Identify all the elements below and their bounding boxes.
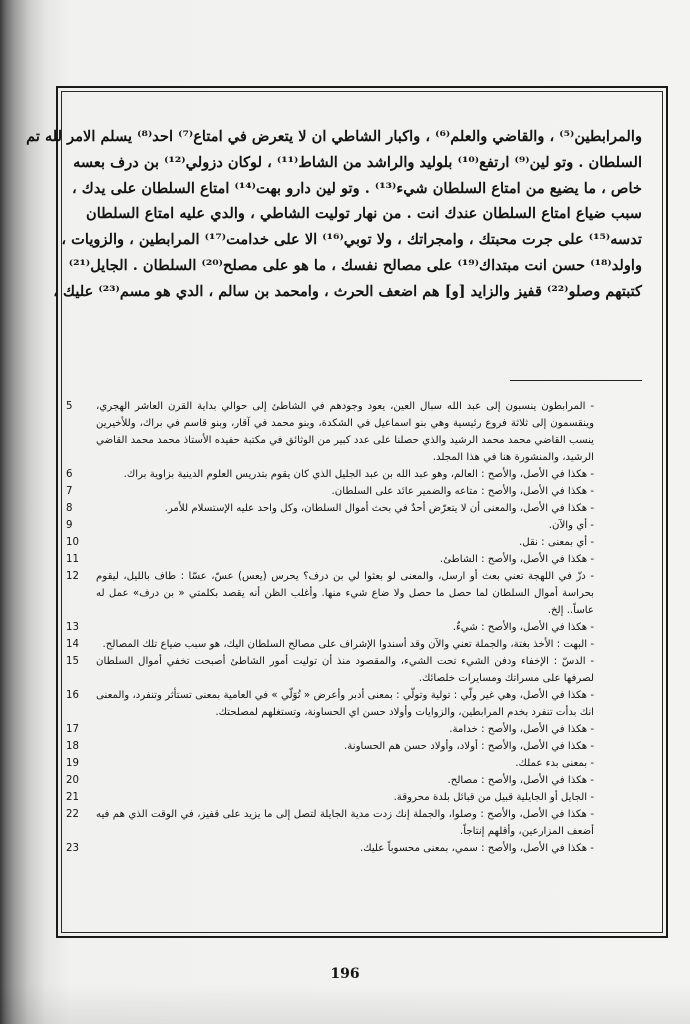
- footnote-number: 18: [66, 741, 79, 752]
- footnote-text: - المرابطون ينسبون إلى عبد الله سبال العين، يعود وجودهم في الشاطئ إلى حوالي بداية القرن العاشر الهجري، وينقسمون إلى ثلاثة فروع رئيسية وهي بنو اسماعيل في الشكدة، وبنو محمد في آقار، وبنو قاسم في براك، وللأخيرين ينسب القاضي محمد محمد الرشيد والذي حصلنا على عدد كبير من الوثائق في مكتبة حفيده الأستاذ محمد محمد القاضي الرشيد، والمنشورة هنا في هذا المجلد.: [96, 401, 594, 463]
- main-text-line: السلطان . وتو لين⁽⁹⁾ ارتفع⁽¹⁰⁾ بلوليد والراشد من الشاط⁽¹¹⁾ ، لوكان دزولي⁽¹²⁾ بن درف بعسه: [73, 153, 642, 171]
- footnote-number: 14: [66, 639, 79, 650]
- footnote: [66, 500, 594, 517]
- footnote-number: 12: [66, 571, 79, 582]
- footnote-number: 19: [66, 758, 79, 769]
- footnote: [66, 806, 594, 840]
- footnote-number: 10: [66, 537, 79, 548]
- footnote-separator: [510, 380, 642, 381]
- footnote: [66, 840, 594, 857]
- footnote-text: - هكذا في الأصل، والأصح : متاعه والضمير عائد على السلطان.: [331, 486, 594, 497]
- page-number: 196: [330, 966, 360, 982]
- footnote: [66, 466, 594, 483]
- footnotes-block: [66, 398, 594, 857]
- footnote-text: - الجايل أو الجايلية قبيل من قبائل بلدة محروقة.: [393, 792, 594, 803]
- main-text-line: كتبتهم وصلو⁽²²⁾ قفيز والزايد [و] هم اضعف الحرث ، وامحمد بن سالم ، الدي هو مسم⁽²³⁾ عليك ،: [53, 282, 642, 300]
- footnote-text: - هكذا في الأصل، والأصح : مصالح.: [447, 775, 594, 786]
- footnote-text: - هكذا في الأصل، والأصح : شيءٌ.: [452, 622, 594, 633]
- footnote-text: - هكذا في الأصل، والمعنى أن لا يتعرّض أحدٌ في بحث أموال السلطان، وكل واحد عليه الإستسلام للأمر.: [164, 503, 594, 514]
- footnote-text: - بمعنى بدء عملك.: [515, 758, 594, 769]
- footnote-number: 5: [66, 401, 73, 412]
- footnote: [66, 653, 594, 687]
- footnote-number: 22: [66, 809, 79, 820]
- footnote-number: 11: [66, 554, 79, 565]
- main-text-line: تدسه⁽¹⁵⁾ على جرت محبتك ، وامجراتك ، ولا توبي⁽¹⁶⁾ الا على خدامت⁽¹⁷⁾ المرابطين ، والزويات ،: [61, 231, 642, 249]
- footnote-text: - أي والآن.: [548, 520, 594, 531]
- footnote: [66, 738, 594, 755]
- footnote-text: - أي بمعنى : نقل.: [518, 537, 594, 548]
- footnote: [66, 568, 594, 619]
- footnote-number: 15: [66, 656, 79, 667]
- footnote: [66, 398, 594, 466]
- footnote-number: 7: [66, 486, 73, 497]
- footnote-text: - دزّ في اللهجة تعني بعث أو ارسل، والمعنى لو بعثوا لي بن درف؟ يحرس (يعس) عسّ، عسّا : طاف بالليل، ليقوم بحراسة أموال السلطان لما حصل ما حصل ولا ضاع شيء منها. وأغلب الظن أنه يقصد بكلمتي « بن درف» عمل له عاساً.. إلخ.: [96, 571, 594, 616]
- footnote-number: 23: [66, 843, 79, 854]
- footnote-text: - هكذا في الأصل، والأصح : أولاد، وأولاد حسن هم الحساونة.: [344, 741, 594, 752]
- footnote: [66, 772, 594, 789]
- footnote-text: - هكذا في الأصل، والأصح : وصلوا، والجملة إنك زدت مدية الجايلة لتصل إلى ما يزيد على قفيز، في الوقت الذي هم فيه أضعف المزارعين، وأقلهم إنتاجاً.: [96, 809, 594, 837]
- footnote-text: - هكذا في الأصل، والأصح : سمي، بمعنى محسوباً عليك.: [360, 843, 594, 854]
- main-text-line: خاص ، ما يضيع من امتاع السلطان شيء⁽¹³⁾ . وتو لين دارو بهت⁽¹⁴⁾ امتاع السلطان على يدك ،: [72, 179, 642, 197]
- footnote: [66, 534, 594, 551]
- footnote: [66, 483, 594, 500]
- footnote-number: 9: [66, 520, 73, 531]
- main-text-line: سبب ضياع امتاع السلطان عندك انت . من نهار توليت الشاطي ، والدي عليه امتاع السلطان: [86, 205, 642, 223]
- footnote-number: 16: [66, 690, 79, 701]
- main-text-block: [26, 124, 642, 305]
- main-text-line: واولد⁽¹⁸⁾ حسن انت مبتداك⁽¹⁹⁾ على مصالح نفسك ، ما هو على مصلح⁽²⁰⁾ السلطان . الجايل⁽²¹⁾: [68, 256, 642, 274]
- footnote-text: - البهت : الأخذ بغتة، والجملة تعني والآن وقد أسندوا الإشراف على مصالح السلطان اليك، هو سبب ضياع تلك المصالح.: [102, 639, 594, 650]
- footnote: [66, 636, 594, 653]
- footnote: [66, 721, 594, 738]
- footnote-number: 6: [66, 469, 73, 480]
- footnote: [66, 687, 594, 721]
- footnote: [66, 551, 594, 568]
- footnote-number: 21: [66, 792, 79, 803]
- footnote: [66, 619, 594, 636]
- page-shadow: [0, 984, 690, 1024]
- footnote-number: 17: [66, 724, 79, 735]
- footnote-number: 20: [66, 775, 79, 786]
- main-text-line: والمرابطين⁽⁵⁾ ، والقاضي والعلم⁽⁶⁾ ، واكبار الشاطي ان لا يتعرض في امتاع⁽⁷⁾ احد⁽⁸⁾ يسلم الامر لله تم: [26, 128, 642, 145]
- footnote-text: - هكذا في الأصل، والأصح : خدامة.: [449, 724, 594, 735]
- footnote-text: - هكذا في الأصل، والأصح : الشاطئ.: [439, 554, 594, 565]
- footnote-text: - الدسّ : الإخفاء ودفن الشيء تحت الشيء، والمقصود منذ أن توليت أمور الشاطئ أصبحت تخفي أموال السلطان لصرفها على مسراتك ومسايرات خلصائك.: [96, 656, 594, 684]
- footnote-number: 8: [66, 503, 73, 514]
- footnote: [66, 755, 594, 772]
- footnote-text: - هكذا في الأصل، وهي غير ولّي : تولية وتولّي : بمعنى أدبر وأعرض « تُوَلّي » في العامية بمعنى تستأثر وتنفرد، والمعنى انك بدأت تنفرد بخدم المرابطين، والزوايات وأولاد حسن اي الحساونة، وتستغلهم لمصلحتك.: [96, 690, 594, 718]
- footnote: [66, 517, 594, 534]
- footnote-text: - هكذا في الأصل، والأصح : العالم، وهو عبد الله بن عبد الجليل الذي كان يقوم بتدريس العلوم الدينية بزاوية براك.: [123, 469, 594, 480]
- footnote-number: 13: [66, 622, 79, 633]
- footnote: [66, 789, 594, 806]
